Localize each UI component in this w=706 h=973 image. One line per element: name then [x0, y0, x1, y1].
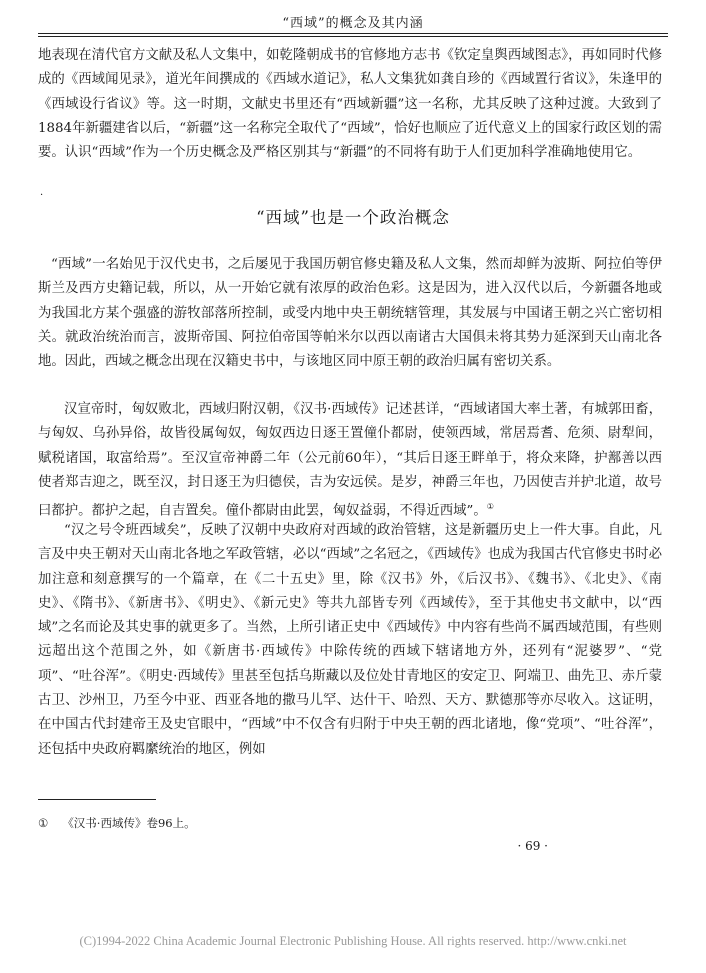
footnote-number: ① — [38, 816, 49, 830]
footnote — [38, 815, 196, 831]
body-paragraph-3 — [38, 398, 662, 524]
body-paragraph-2: “西域”一名始见于汉代史书，之后屡见于我国历朝官修史籍及私人文集，然而却鲜为波斯、阿拉伯等伊斯兰及西方史籍记载，所以，从一开始它就有浓厚的政治色彩。这是因为，进入汉代以后，今新疆各地或为我国北方某个强盛的游牧部落所控制，或受内地中央王朝统辖管理，其发展与中国诸王朝之兴亡密切相关。就政治统治而言，波斯帝国、阿拉伯帝国等帕米尔以西以南诸古大国俱未将其势力延深到天山南北各地。因此，西域之概念出现在汉籍史书中，与该地区同中原王朝的政治归属有密切关系。 — [38, 257, 662, 370]
running-header-title: “西域”的概念及其内涵 — [282, 16, 424, 31]
stray-dot: · — [40, 190, 44, 201]
copyright-notice: (C)1994-2022 China Academic Journal Electronic Publishing House. All rights reserved. http://www.cnki.net — [79, 934, 627, 948]
header-rule-bottom — [38, 36, 668, 37]
footnote-separator — [38, 799, 156, 800]
body-paragraph-1: 地表现在清代官方文献及私人文集中，如乾隆朝成书的官修地方志书《钦定皇舆西域图志》，再如同时代修成的《西域闻见录》，道光年间撰成的《西域水道记》，私人文集犹如龚自珍的《西域置行省议》，朱逢甲的《西域设行省议》等。这一时期，文献史书里还有“西域新疆”这一名称，尤其反映了这种过渡。大致到了1884年新疆建省以后，“新疆”这一名称完全取代了“西域”，恰好也顺应了近代意义上的国家行政区划的需要。认识“西域”作为一个历史概念及严格区别其与“新疆”的不同将有助于人们更加科学准确地使用它。 — [38, 48, 662, 161]
section-title: “西域”也是一个政治概念 — [256, 208, 450, 227]
footnote-marker: ① — [486, 502, 494, 512]
header-rule-top — [38, 33, 668, 34]
page-number: · 69 · — [517, 839, 548, 853]
paragraph-3-text: 汉宣帝时，匈奴败北，西域归附汉朝，《汉书·西域传》记述甚详，“西域诸国大率土著，有城郭田畜，与匈奴、乌孙异俗，故皆役属匈奴，匈奴西边日逐王置僮仆都尉，使领西域，常居焉耆、危须、尉犁间，赋税诸国，取富给焉”。至汉宣帝神爵二年（公元前60年），“其后日逐王畔单于，将众来降，护鄯善以西使者郑吉迎之，既至汉，封日逐王为归德侯，吉为安远侯。是岁，神爵三年也，乃因使吉并护北道，故号曰都护。都护之起，自吉置矣。僮仆都尉由此罢，匈奴益弱，不得近西域”。 — [38, 402, 662, 519]
body-paragraph-4: “汉之号令班西域矣”，反映了汉朝中央政府对西域的政治管辖，这是新疆历史上一件大事。自此，凡言及中央王朝对天山南北各地之军政管辖，必以“西域”之名冠之，《西域传》也成为我国古代官修史书时必加注意和刻意撰写的一个篇章，在《二十五史》里，除《汉书》外，《后汉书》、《魏书》、《北史》、《南史》、《隋书》、《新唐书》、《明史》、《新元史》等共九部皆专列《西域传》，至于其他史书文献中，以“西域”之名而论及其史事的就更多了。当然，上所引诸正史中《西域传》中内容有些尚不属西域范围，有些则远超出这个范围之外，如《新唐书·西域传》中除传统的西域下辖诸地方外，还列有“泥婆罗”、“党项”、“吐谷浑”。《明史·西域传》里甚至包括乌斯藏以及位处甘青地区的安定卫、阿端卫、曲先卫、赤斤蒙古卫、沙州卫，乃至今中亚、西亚各地的撒马儿罕、达什干、哈烈、天方、默德那等亦尽收入。这证明，在中国古代封建帝王及史官眼中，“西域”中不仅含有归附于中央王朝的西北诸地，像“党项”、“吐谷浑”，还包括中央政府羁縻统治的地区，例如 — [38, 523, 662, 757]
footnote-text: 《汉书·西域传》卷96上。 — [62, 816, 196, 830]
